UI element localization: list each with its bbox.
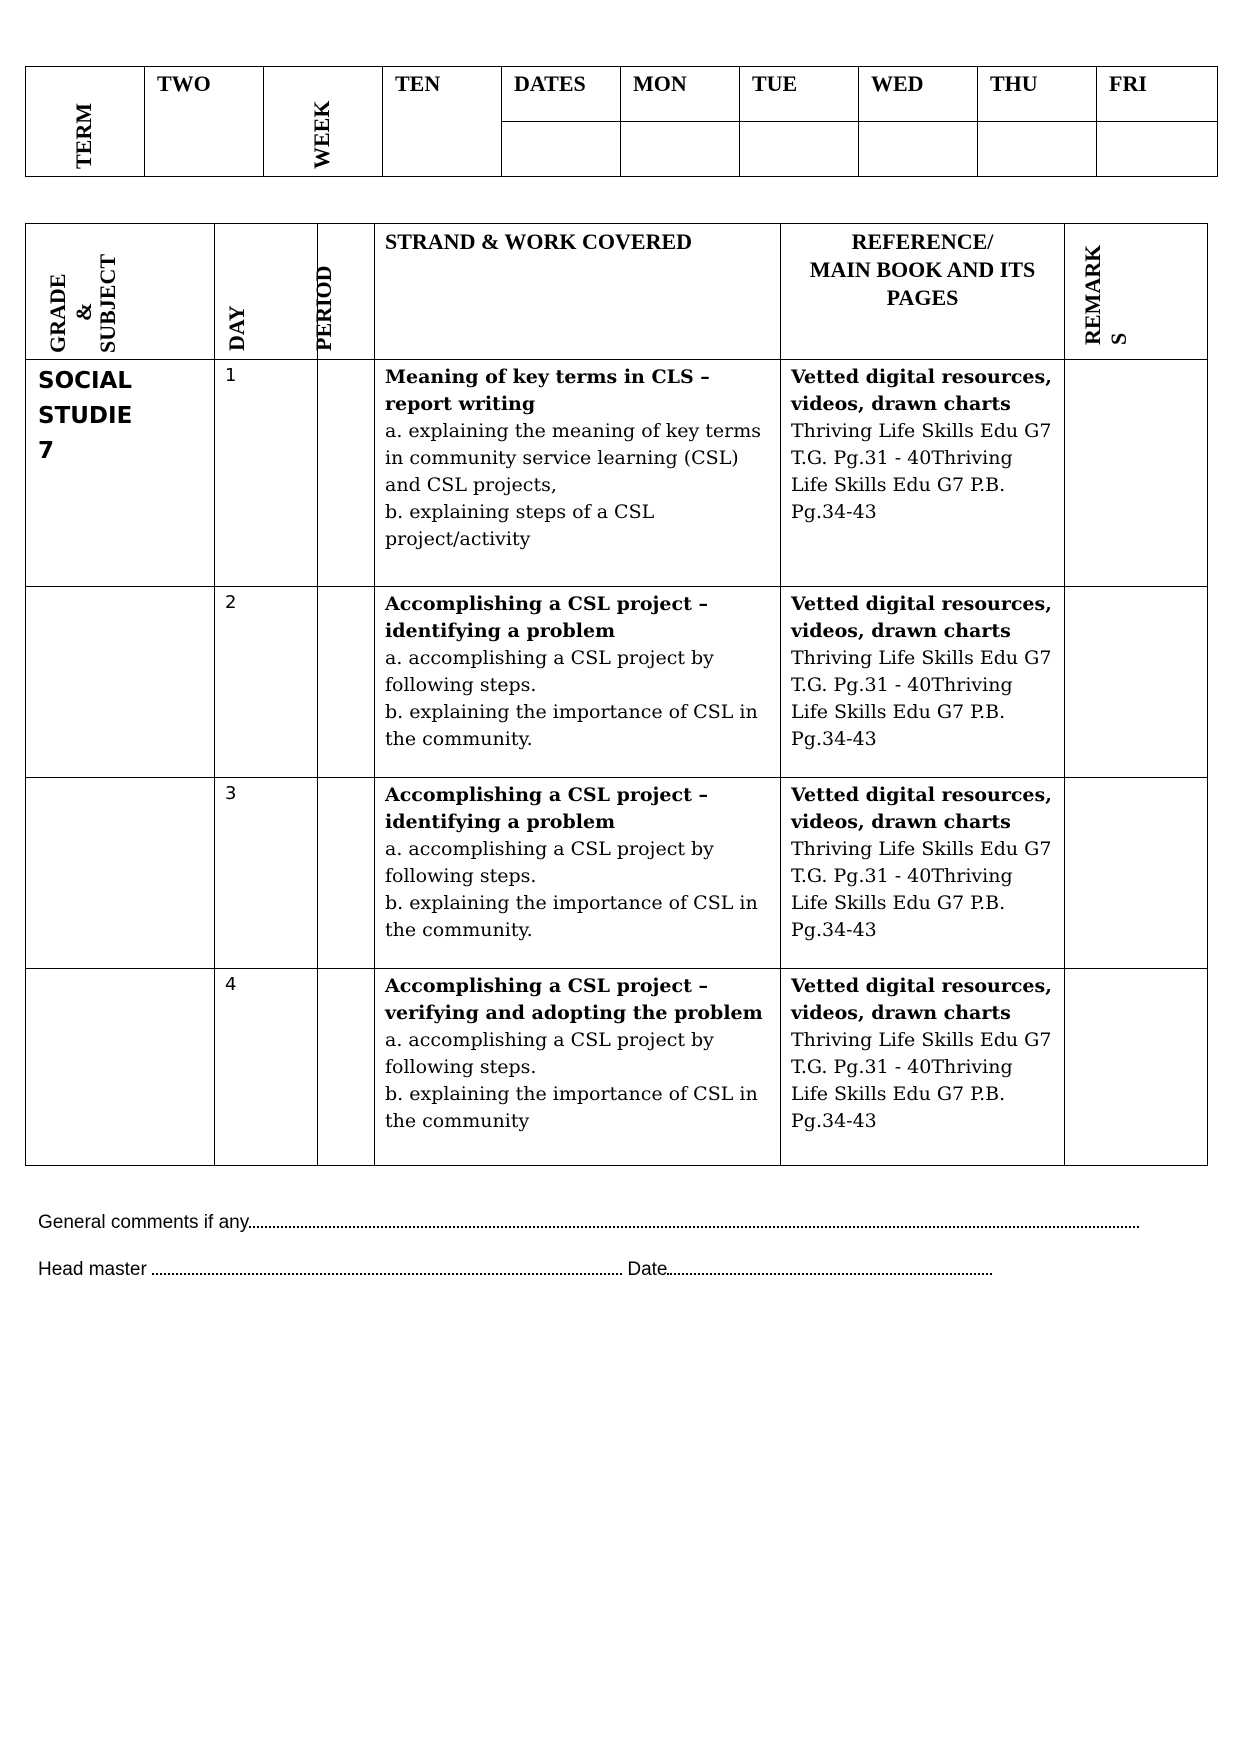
strand-point-a: a. accomplishing a CSL project by following steps. bbox=[385, 838, 714, 887]
subject-line1: SOCIAL bbox=[38, 368, 133, 394]
table-header-row bbox=[26, 224, 1208, 360]
header-strand-label: STRAND & WORK COVERED bbox=[385, 229, 693, 254]
header-grade-line2: & bbox=[71, 302, 96, 321]
strand-cell bbox=[375, 778, 781, 969]
date-cell-tue[interactable] bbox=[740, 122, 859, 177]
strand-point-b: b. explaining the importance of CSL in the community. bbox=[385, 892, 758, 941]
subject-line3: 7 bbox=[38, 438, 55, 464]
reference-books: Thriving Life Skills Edu G7 T.G. Pg.31 - 40Thriving Life Skills Edu G7 P.B. Pg.34-43 bbox=[791, 1029, 1052, 1132]
strand-title: Meaning of key terms in CLS – report writing bbox=[385, 366, 710, 415]
strand-point-a: a. accomplishing a CSL project by following steps. bbox=[385, 1029, 714, 1078]
header-period bbox=[311, 224, 375, 360]
period-cell[interactable] bbox=[318, 360, 375, 587]
strand-title: Accomplishing a CSL project – identifying a problem bbox=[385, 593, 708, 642]
table-row bbox=[26, 969, 1208, 1166]
strand-title: Accomplishing a CSL project – verifying and adopting the problem bbox=[385, 975, 763, 1024]
remarks-cell[interactable] bbox=[1065, 778, 1208, 969]
dates-label: DATES bbox=[502, 67, 621, 122]
table-row bbox=[26, 778, 1208, 969]
headmaster-label: Head master bbox=[38, 1259, 147, 1280]
header-remarks-line2: S bbox=[1106, 332, 1131, 345]
header-reference bbox=[781, 224, 1065, 360]
day-thu: THU bbox=[978, 67, 1097, 122]
date-cell-fri[interactable] bbox=[1097, 122, 1218, 177]
period-cell[interactable] bbox=[318, 778, 375, 969]
general-comments-line bbox=[38, 1208, 1178, 1234]
subject-cell bbox=[26, 360, 215, 587]
header-grade-line3: SUBJECT bbox=[95, 253, 120, 353]
period-cell[interactable] bbox=[318, 587, 375, 778]
header-strand bbox=[375, 224, 781, 360]
day-mon: MON bbox=[621, 67, 740, 122]
date-field[interactable] bbox=[667, 1255, 992, 1275]
strand-cell bbox=[375, 360, 781, 587]
strand-point-b: b. explaining the importance of CSL in the community bbox=[385, 1083, 758, 1132]
remarks-cell[interactable] bbox=[1065, 969, 1208, 1166]
week-label: WEEK bbox=[309, 100, 334, 169]
header-reference-line2: MAIN BOOK AND ITS bbox=[809, 257, 1036, 282]
date-cell-thu[interactable] bbox=[978, 122, 1097, 177]
reference-resources: Vetted digital resources, videos, drawn charts bbox=[791, 784, 1052, 833]
week-value: TEN bbox=[383, 67, 502, 177]
reference-books: Thriving Life Skills Edu G7 T.G. Pg.31 - 40Thriving Life Skills Edu G7 P.B. Pg.34-43 bbox=[791, 647, 1052, 750]
reference-cell bbox=[781, 360, 1065, 587]
header-period-label: PERIOD bbox=[311, 265, 336, 351]
subject-cell bbox=[26, 969, 215, 1166]
strand-cell bbox=[375, 969, 781, 1166]
reference-resources: Vetted digital resources, videos, drawn charts bbox=[791, 366, 1052, 415]
day-cell: 3 bbox=[215, 778, 318, 969]
day-wed: WED bbox=[859, 67, 978, 122]
strand-point-a: a. accomplishing a CSL project by following steps. bbox=[385, 647, 714, 696]
term-label: TERM bbox=[71, 103, 96, 169]
header-day bbox=[215, 224, 318, 360]
day-cell: 4 bbox=[215, 969, 318, 1166]
header-remarks-line1: REMARK bbox=[1080, 244, 1105, 345]
term-value: TWO bbox=[145, 67, 264, 177]
date-label: Date bbox=[627, 1259, 668, 1280]
reference-cell bbox=[781, 587, 1065, 778]
reference-books: Thriving Life Skills Edu G7 T.G. Pg.31 - 40Thriving Life Skills Edu G7 P.B. Pg.34-43 bbox=[791, 420, 1052, 523]
reference-cell bbox=[781, 778, 1065, 969]
date-cell-wed[interactable] bbox=[859, 122, 978, 177]
day-fri: FRI bbox=[1097, 67, 1218, 122]
strand-title: Accomplishing a CSL project – identifying a problem bbox=[385, 784, 708, 833]
header-remarks bbox=[1065, 224, 1208, 360]
strand-cell bbox=[375, 587, 781, 778]
term-week-table bbox=[25, 66, 1218, 177]
lesson-table bbox=[25, 223, 1208, 1166]
week-label-cell bbox=[264, 67, 383, 177]
header-grade-subject bbox=[26, 224, 215, 360]
header-reference-line1: REFERENCE/ bbox=[851, 229, 994, 254]
header-reference-line3: PAGES bbox=[886, 285, 959, 310]
table-row bbox=[26, 360, 1208, 587]
day-cell: 1 bbox=[215, 360, 318, 587]
strand-point-b: b. explaining the importance of CSL in the community. bbox=[385, 701, 758, 750]
reference-resources: Vetted digital resources, videos, drawn charts bbox=[791, 593, 1052, 642]
header-day-label: DAY bbox=[224, 305, 249, 351]
subject-cell bbox=[26, 587, 215, 778]
subject-line2: STUDIE bbox=[38, 403, 133, 429]
date-cell-blank[interactable] bbox=[502, 122, 621, 177]
header-grade-line1: GRADE bbox=[45, 273, 70, 353]
remarks-cell[interactable] bbox=[1065, 360, 1208, 587]
general-comments-label: General comments if any bbox=[38, 1212, 250, 1233]
date-cell-mon[interactable] bbox=[621, 122, 740, 177]
table-row bbox=[26, 587, 1208, 778]
reference-books: Thriving Life Skills Edu G7 T.G. Pg.31 - 40Thriving Life Skills Edu G7 P.B. Pg.34-43 bbox=[791, 838, 1052, 941]
general-comments-field[interactable] bbox=[249, 1208, 1139, 1228]
day-tue: TUE bbox=[740, 67, 859, 122]
reference-cell bbox=[781, 969, 1065, 1166]
headmaster-field[interactable] bbox=[152, 1255, 622, 1275]
signature-line bbox=[38, 1255, 1038, 1281]
strand-point-b: b. explaining steps of a CSL project/activity bbox=[385, 501, 655, 550]
day-cell: 2 bbox=[215, 587, 318, 778]
term-label-cell bbox=[26, 67, 145, 177]
strand-point-a: a. explaining the meaning of key terms in community service learning (CSL) and CSL projects, bbox=[385, 420, 762, 496]
period-cell[interactable] bbox=[318, 969, 375, 1166]
subject-cell bbox=[26, 778, 215, 969]
reference-resources: Vetted digital resources, videos, drawn charts bbox=[791, 975, 1052, 1024]
remarks-cell[interactable] bbox=[1065, 587, 1208, 778]
